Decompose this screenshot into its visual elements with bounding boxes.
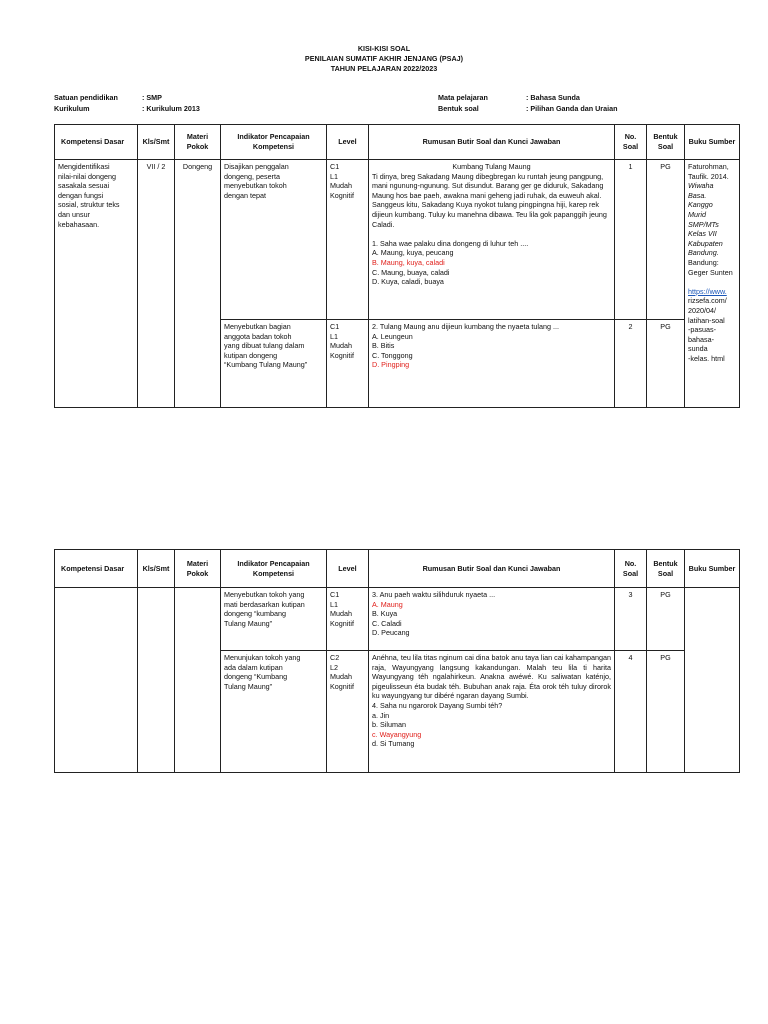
col-rumusan: Rumusan Butir Soal dan Kunci Jawaban xyxy=(369,550,615,588)
question-text: 4. Saha nu ngarorok Dayang Sumbi téh? xyxy=(372,700,503,710)
kisi-table-2 xyxy=(54,549,740,773)
col-rumusan: Rumusan Butir Soal dan Kunci Jawaban xyxy=(369,125,615,160)
col-level: Level xyxy=(327,125,369,160)
level-cell: C1 L1 Mudah Kognitif xyxy=(327,160,369,320)
bentuk-soal-cell: PG xyxy=(647,651,685,773)
option-d-answer-key: D. Pingping xyxy=(372,360,410,370)
meta-left xyxy=(54,92,200,114)
col-bentuk: Bentuk Soal xyxy=(647,550,685,588)
story-text: Anéhna, teu lila titas nginum cai dina batok anu taya lian cai kahampangan raja, Wayungyang langsung kakandungan. Malah teu lila ti harita Wayungyang téh ngalahirkeun. Anakna awéwé. Ku saliwatan katénjo, pigeulisseun éta budak téh. Bubuhan anak raja. Éta orok téh tuluy dirorok ku wayungyang tur dibéré ngaran dayang Sumbi. xyxy=(372,653,611,701)
level-cell: C1 L1 Mudah Kognitif xyxy=(327,320,369,408)
header-subtitle: PENILAIAN SUMATIF AKHIR JENJANG (PSAJ) xyxy=(304,54,464,63)
option-a-answer-key: A. Maung xyxy=(372,599,403,609)
col-indikator: Indikator Pencapaian Kompetensi xyxy=(221,550,327,588)
option-c-answer-key: c. Wayangyung xyxy=(372,729,422,739)
indikator-cell: Menyebutkan tokoh yang mati berdasarkan kutipan dongeng “kumbang Tulang Maung” xyxy=(221,588,327,651)
table-row xyxy=(55,588,740,651)
table-header-row xyxy=(55,125,740,160)
bentuk-value: : Pilihan Ganda dan Uraian xyxy=(526,104,618,113)
col-buku: Buku Sumber xyxy=(685,125,740,160)
mapel-label: Mata pelajaran xyxy=(438,93,488,102)
rumusan-cell xyxy=(369,651,615,773)
option-a: a. Jin xyxy=(372,710,390,720)
level-cell: C2 L2 Mudah Kognitif xyxy=(327,651,369,773)
materi-cell: Dongeng xyxy=(175,160,221,408)
indikator-cell: Disajikan penggalan dongeng, peserta menyebutkan tokoh dengan tepat xyxy=(221,160,327,320)
buku-sumber-cell: Faturohman, Taufik. 2014. Wiwaha Basa. Kanggo Murid SMP/MTs Kelas VII Kabupaten Bandung. Bandung: Geger Sunten https://www. rizsefa.com/ 2020/04/ latihan-soal -pasuas- bahasa- sunda -kelas. html xyxy=(685,160,740,408)
no-soal-cell: 3 xyxy=(615,588,647,651)
option-a: A. Maung, kuya, peucang xyxy=(372,248,454,258)
buku-sumber-cell xyxy=(685,588,740,773)
option-c: C. Tonggong xyxy=(372,350,413,360)
no-soal-cell: 2 xyxy=(615,320,647,408)
indikator-cell: Menunjukan tokoh yang ada dalam kutipan dongeng “Kumbang Tulang Maung” xyxy=(221,651,327,773)
satuan-value: : SMP xyxy=(142,93,162,102)
kls-cell xyxy=(138,588,175,773)
option-d: D. Kuya, caladi, buaya xyxy=(372,277,444,287)
table-header-row xyxy=(55,550,740,588)
col-materi: Materi Pokok xyxy=(175,550,221,588)
col-kd: Kompetensi Dasar xyxy=(55,550,138,588)
no-soal-cell: 1 xyxy=(615,160,647,320)
rumusan-cell xyxy=(369,588,615,651)
source-link[interactable]: https://www. xyxy=(688,286,727,296)
col-materi: Materi Pokok xyxy=(175,125,221,160)
question-text: 3. Anu paeh waktu silihduruk nyaeta ... xyxy=(372,590,496,599)
level-cell: C1 L1 Mudah Kognitif xyxy=(327,588,369,651)
bentuk-soal-cell: PG xyxy=(647,160,685,320)
header-title: KISI-KISI SOAL xyxy=(357,44,411,53)
option-d: d. Si Tumang xyxy=(372,739,415,749)
table-row xyxy=(55,160,740,320)
kurikulum-value: : Kurikulum 2013 xyxy=(142,104,200,113)
option-a: A. Leungeun xyxy=(372,331,413,341)
rumusan-cell xyxy=(369,320,615,408)
col-bentuk: Bentuk Soal xyxy=(647,125,685,160)
option-b: B. Bitis xyxy=(372,341,395,351)
kisi-table-1 xyxy=(54,124,740,408)
no-soal-cell: 4 xyxy=(615,651,647,773)
kurikulum-label: Kurikulum xyxy=(54,104,90,113)
document-header xyxy=(0,44,768,74)
col-no: No. Soal xyxy=(615,125,647,160)
option-b: b. Siluman xyxy=(372,720,406,730)
story-title: Kumbang Tulang Maung xyxy=(452,162,531,171)
col-level: Level xyxy=(327,550,369,588)
header-year: TAHUN PELAJARAN 2022/2023 xyxy=(330,64,438,73)
option-c: C. Maung, buaya, caladi xyxy=(372,267,450,277)
question-text: 1. Saha wae palaku dina dongeng di luhur teh .... xyxy=(372,238,529,248)
option-b: B. Kuya xyxy=(372,609,398,619)
col-kls: Kls/Smt xyxy=(138,550,175,588)
question-text: 2. Tulang Maung anu dijieun kumbang the nyaeta tulang ... xyxy=(372,322,560,331)
option-b-answer-key: B. Maung, kuya, caladi xyxy=(372,257,445,267)
col-kls: Kls/Smt xyxy=(138,125,175,160)
bentuk-soal-cell: PG xyxy=(647,588,685,651)
kls-cell: VII / 2 xyxy=(138,160,175,408)
bentuk-label: Bentuk soal xyxy=(438,104,479,113)
option-d: D. Peucang xyxy=(372,628,410,638)
col-indikator: Indikator Pencapaian Kompetensi xyxy=(221,125,327,160)
rumusan-cell xyxy=(369,160,615,320)
story-text: Ti dinya, breg Sakadang Maung dibegbregan ku runtah jeung pangpung, mani ngunung-ngunung. Sut disundut. Barang ger ge diduruk, Sakadang Maung hos bae paeh, awakna mani geheng jadi ruhak, da euweuh akal. Sanggeus kitu, Sakadang Kuya nyokot tulang pingpingna hiji, karep rek dijieun kumbang. Tuluy ku manehna dibawa. Teu lila gok papanggih jeung Caladi. xyxy=(372,171,607,229)
kd-cell xyxy=(55,588,138,773)
kd-cell: Mengidentifikasi nilai-nilai dongeng sasakala sesuai dengan fungsi sosial, struktur teks dan unsur kebahasaan. xyxy=(55,160,138,408)
mapel-value: : Bahasa Sunda xyxy=(526,93,580,102)
col-buku: Buku Sumber xyxy=(685,550,740,588)
indikator-cell: Menyebutkan bagian anggota badan tokoh yang dibuat tulang dalam kutipan dongeng “Kumbang Tulang Maung” xyxy=(221,320,327,408)
col-no: No. Soal xyxy=(615,550,647,588)
bentuk-soal-cell: PG xyxy=(647,320,685,408)
col-kd: Kompetensi Dasar xyxy=(55,125,138,160)
satuan-label: Satuan pendidikan xyxy=(54,93,118,102)
option-c: C. Caladi xyxy=(372,618,402,628)
materi-cell xyxy=(175,588,221,773)
meta-right xyxy=(438,92,617,114)
